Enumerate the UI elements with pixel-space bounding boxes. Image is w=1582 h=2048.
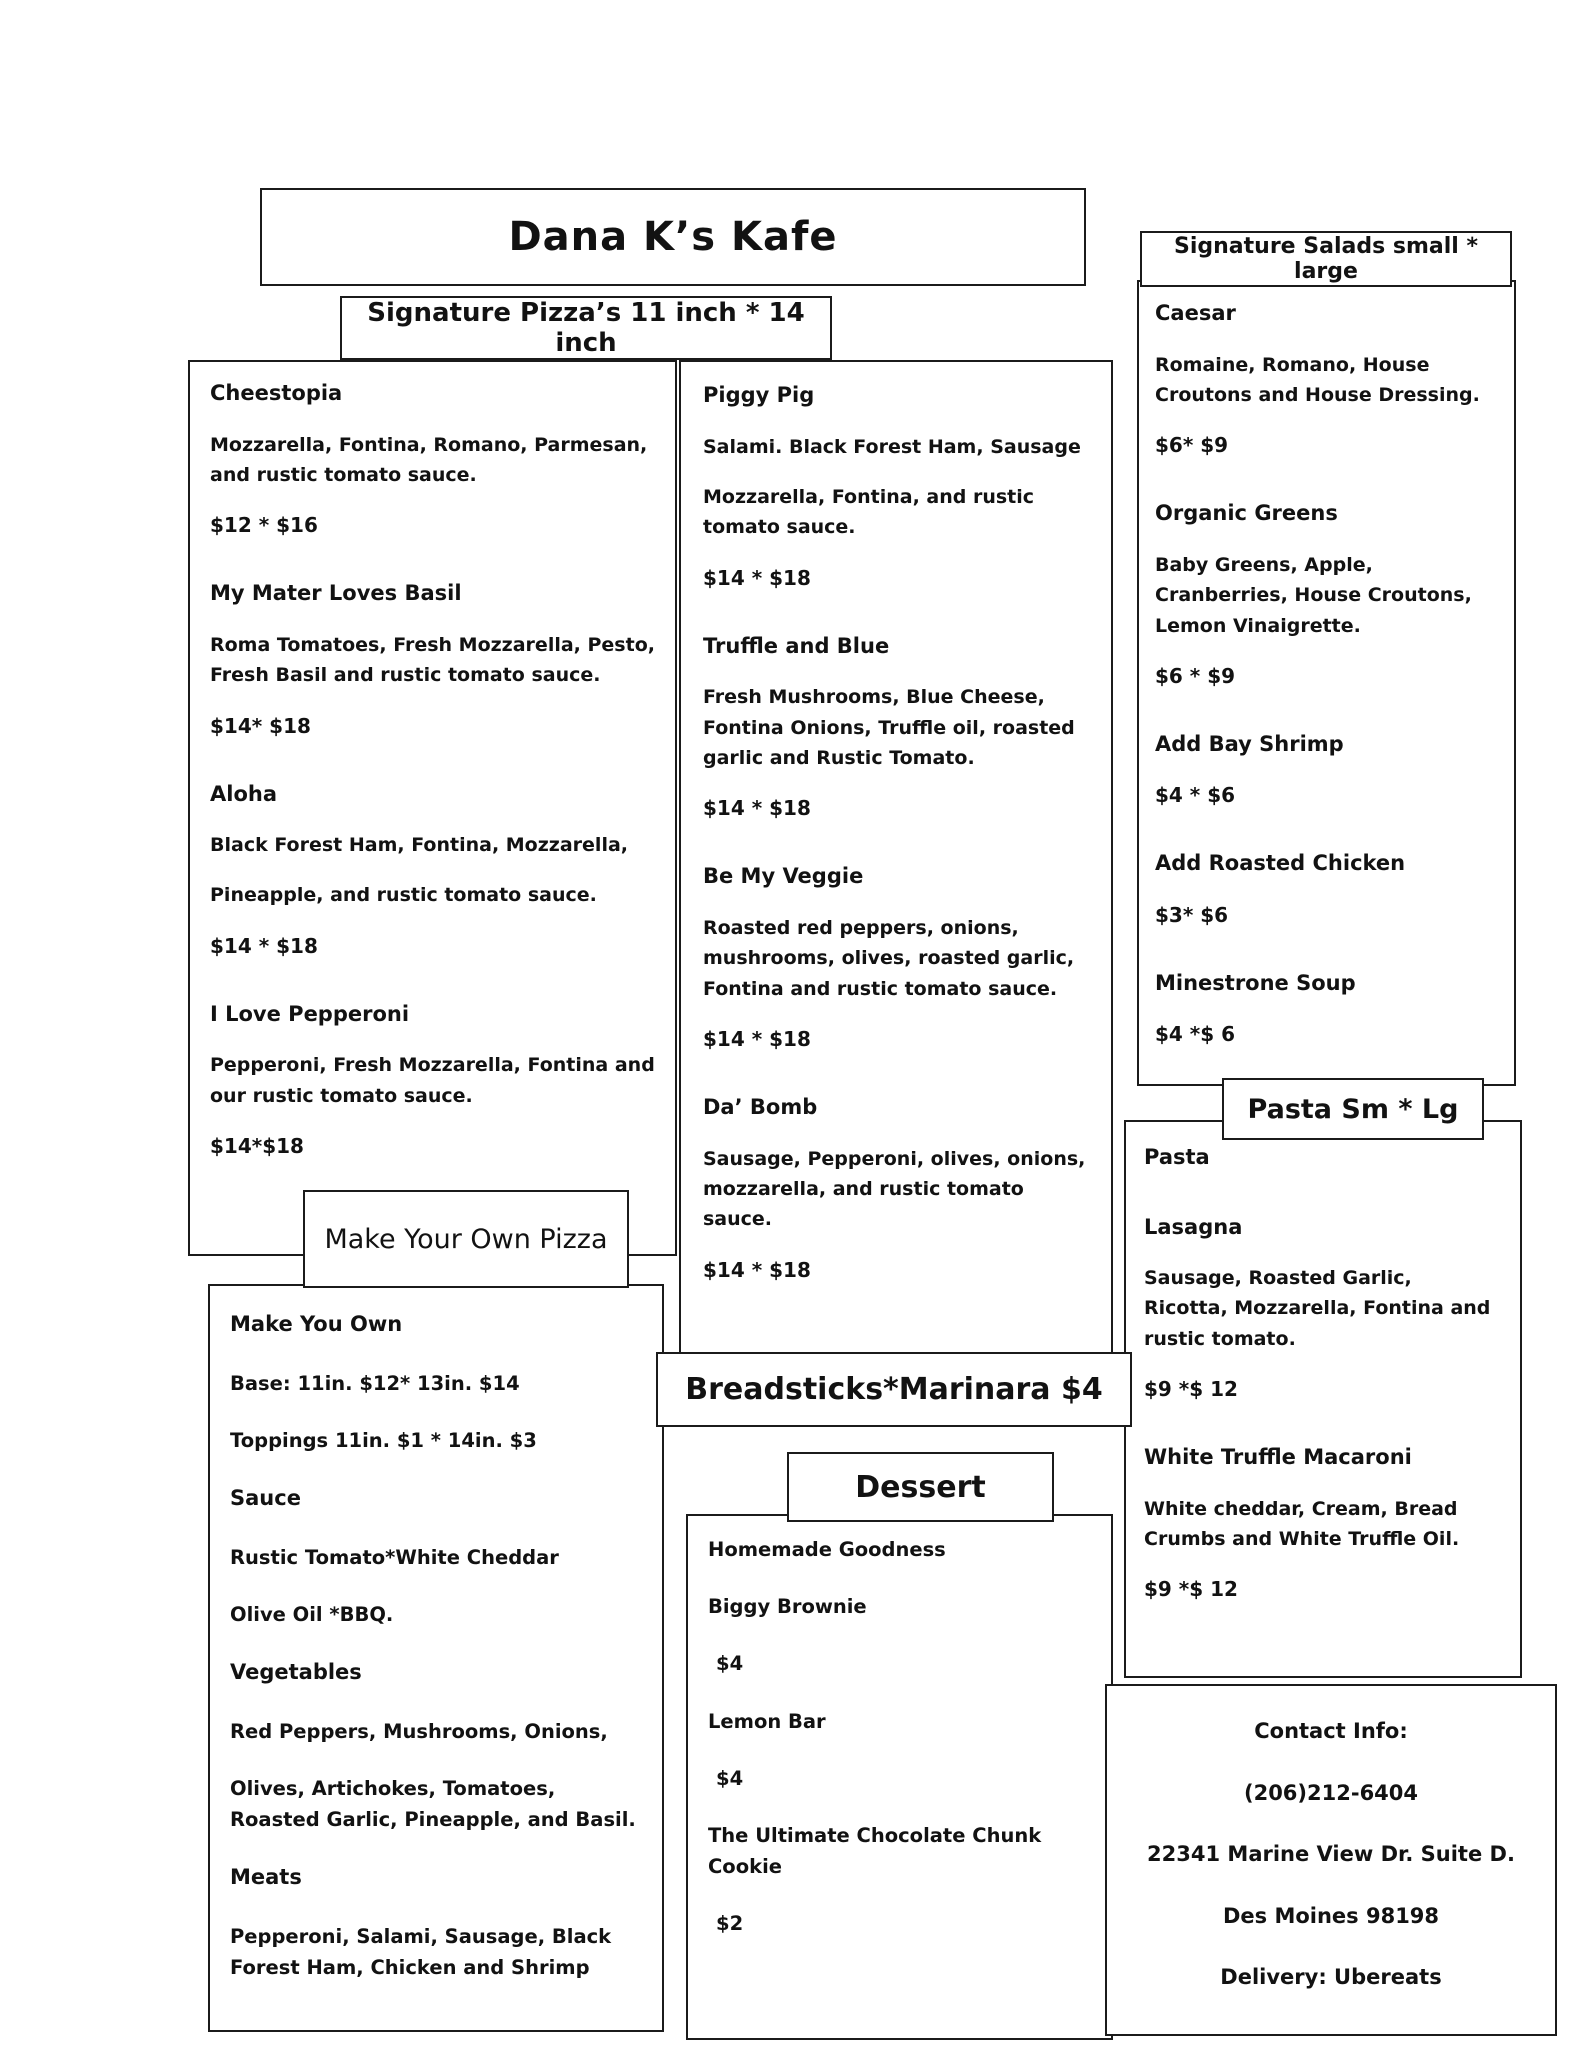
myo-line: Sauce [230,1485,301,1510]
item-price: $6* $9 [1155,433,1229,458]
menu-item-piggy-pig [703,380,1089,593]
dessert-column [686,1514,1113,2040]
item-name: Organic Greens [1155,501,1338,526]
item-name: Cheestopia [210,381,343,405]
menu-item-minestrone-soup [1155,968,1498,1050]
myo-line: Toppings 11in. $1 * 14in. $3 [230,1428,537,1452]
menu-item-caesar [1155,298,1498,460]
item-desc: Black Forest Ham, Fontina, Mozzarella, [210,834,628,857]
item-desc: Sausage, Pepperoni, olives, onions, mozzarella, and rustic tomato sauce. [703,1147,1086,1231]
pizza-section-header [340,296,832,360]
item-price: $14 * $18 [703,565,811,590]
item-price: $4 *$ 6 [1155,1022,1236,1047]
menu-item-white-truffle-macaroni [1144,1442,1502,1604]
myo-line: Olive Oil *BBQ. [230,1602,394,1626]
make-your-own-header [303,1190,629,1288]
contact-phone: (206)212-6404 [1243,1780,1419,1805]
myo-line: Pepperoni, Salami, Sausage, Black Forest Ham, Chicken and Shrimp [230,1924,612,1979]
item-price: $9 *$ 12 [1144,1377,1238,1402]
menu-item-aloha [210,779,655,961]
item-name: Add Roasted Chicken [1155,851,1406,876]
item-name: The Ultimate Chocolate Chunk Cookie [708,1823,1042,1879]
salads-section-header [1140,231,1512,287]
pizza-column-middle [679,360,1113,1420]
item-name: Be My Veggie [703,864,864,889]
myo-line: Olives, Artichokes, Tomatoes, Roasted Garlic, Pineapple, and Basil. [230,1776,636,1831]
item-desc: Salami. Black Forest Ham, Sausage [703,435,1081,458]
item-name: Lasagna [1144,1214,1243,1239]
menu-item-cheestopia [210,378,655,540]
item-price: $6 * $9 [1155,663,1236,688]
item-desc: White cheddar, Cream, Bread Crumbs and White Truffle Oil. [1144,1497,1460,1551]
pasta-subtitle: Pasta [1144,1145,1210,1169]
item-name: Truffle and Blue [703,633,890,658]
myo-line: Rustic Tomato*White Cheddar [230,1545,559,1569]
contact-heading: Contact Info: [1254,1719,1408,1743]
item-price: $9 *$ 12 [1144,1577,1238,1602]
breadsticks-label: Breadsticks*Marinara $4 [685,1372,1103,1407]
pasta-column [1124,1120,1522,1678]
salads-column [1137,280,1516,1086]
item-name: I Love Pepperoni [210,1001,410,1026]
item-name: Biggy Brownie [708,1595,867,1619]
item-price: $14*$18 [210,1134,304,1159]
item-desc: Romaine, Romano, House Croutons and House Dressing. [1155,353,1480,406]
breadsticks-banner [656,1352,1132,1427]
dessert-section-title: Dessert [855,1469,986,1505]
restaurant-title-box [260,188,1086,286]
myo-line: Base: 11in. $12* 13in. $14 [230,1371,520,1395]
menu-item-organic-greens [1155,498,1498,691]
item-name: Aloha [210,781,277,806]
item-price: $12 * $16 [210,513,318,538]
item-name: Minestrone Soup [1155,970,1356,995]
item-name: Add Bay Shrimp [1155,731,1344,756]
contact-delivery: Delivery: Ubereats [1220,1965,1442,1989]
item-name: Piggy Pig [703,383,815,407]
myo-line: Meats [230,1865,302,1890]
pizza-column-left [188,360,677,1256]
menu-item-lasagna [1144,1212,1502,1405]
menu-item-be-my-veggie [703,861,1089,1054]
menu-item-truffle-and-blue [703,631,1089,824]
contact-info-box [1105,1684,1557,2036]
item-price: $14 * $18 [703,796,811,821]
item-desc: Sausage, Roasted Garlic, Ricotta, Mozzarella, Fontina and rustic tomato. [1144,1267,1491,1350]
item-price: $2 [716,1912,744,1936]
myo-line: Red Peppers, Mushrooms, Onions, [230,1719,608,1743]
menu-item-my-mater-loves-basil [210,578,655,740]
item-price: $4 * $6 [1155,783,1236,808]
item-price: $14* $18 [210,713,311,738]
menu-item-add-roasted-chicken [1155,848,1498,930]
item-desc: Mozzarella, Fontina, and rustic tomato sauce. [703,485,1035,539]
item-price: $4 [716,1652,744,1676]
item-desc: Baby Greens, Apple, Cranberries, House Croutons, Lemon Vinaigrette. [1155,553,1472,637]
make-your-own-title: Make Your Own Pizza [324,1223,608,1255]
item-name: White Truffle Macaroni [1144,1445,1412,1470]
menu-item-add-bay-shrimp [1155,729,1498,811]
item-name: My Mater Loves Basil [210,581,462,606]
menu-item-da-bomb [703,1092,1089,1285]
item-price: $4 [716,1766,744,1790]
contact-city: Des Moines 98198 [1222,1903,1440,1928]
item-desc: Roasted red peppers, onions, mushrooms, olives, roasted garlic, Fontina and rustic tomato sauce. [703,916,1075,1000]
contact-address: 22341 Marine View Dr. Suite D. [1147,1842,1515,1866]
dessert-subtitle: Homemade Goodness [708,1538,946,1561]
item-desc: Pepperoni, Fresh Mozzarella, Fontina and our rustic tomato sauce. [210,1054,655,1107]
item-price: $14 * $18 [210,933,318,958]
make-your-own-column [208,1284,664,2032]
item-name: Lemon Bar [708,1709,826,1733]
item-name: Da’ Bomb [703,1095,818,1120]
item-price: $3* $6 [1155,902,1229,927]
dessert-section-header [787,1452,1054,1522]
item-desc: Pineapple, and rustic tomato sauce. [210,884,597,907]
item-price: $14 * $18 [703,1257,811,1282]
item-name: Caesar [1155,301,1236,325]
myo-line: Make You Own [230,1312,403,1336]
myo-line: Vegetables [230,1659,362,1684]
pizza-section-title: Signature Pizza’s 11 inch * 14 inch [367,298,805,358]
item-desc: Fresh Mushrooms, Blue Cheese, Fontina Onions, Truffle oil, roasted garlic and Rustic Tomato. [703,686,1075,769]
menu-item-i-love-pepperoni [210,999,655,1161]
item-desc: Mozzarella, Fontina, Romano, Parmesan, and rustic tomato sauce. [210,433,648,486]
salads-section-title: Signature Salads small * large [1174,234,1478,284]
pasta-section-title: Pasta Sm * Lg [1247,1093,1459,1125]
item-desc: Roma Tomatoes, Fresh Mozzarella, Pesto, Fresh Basil and rustic tomato sauce. [210,633,655,687]
restaurant-title: Dana K’s Kafe [508,214,838,260]
pasta-section-header [1222,1078,1484,1140]
item-price: $14 * $18 [703,1027,811,1052]
